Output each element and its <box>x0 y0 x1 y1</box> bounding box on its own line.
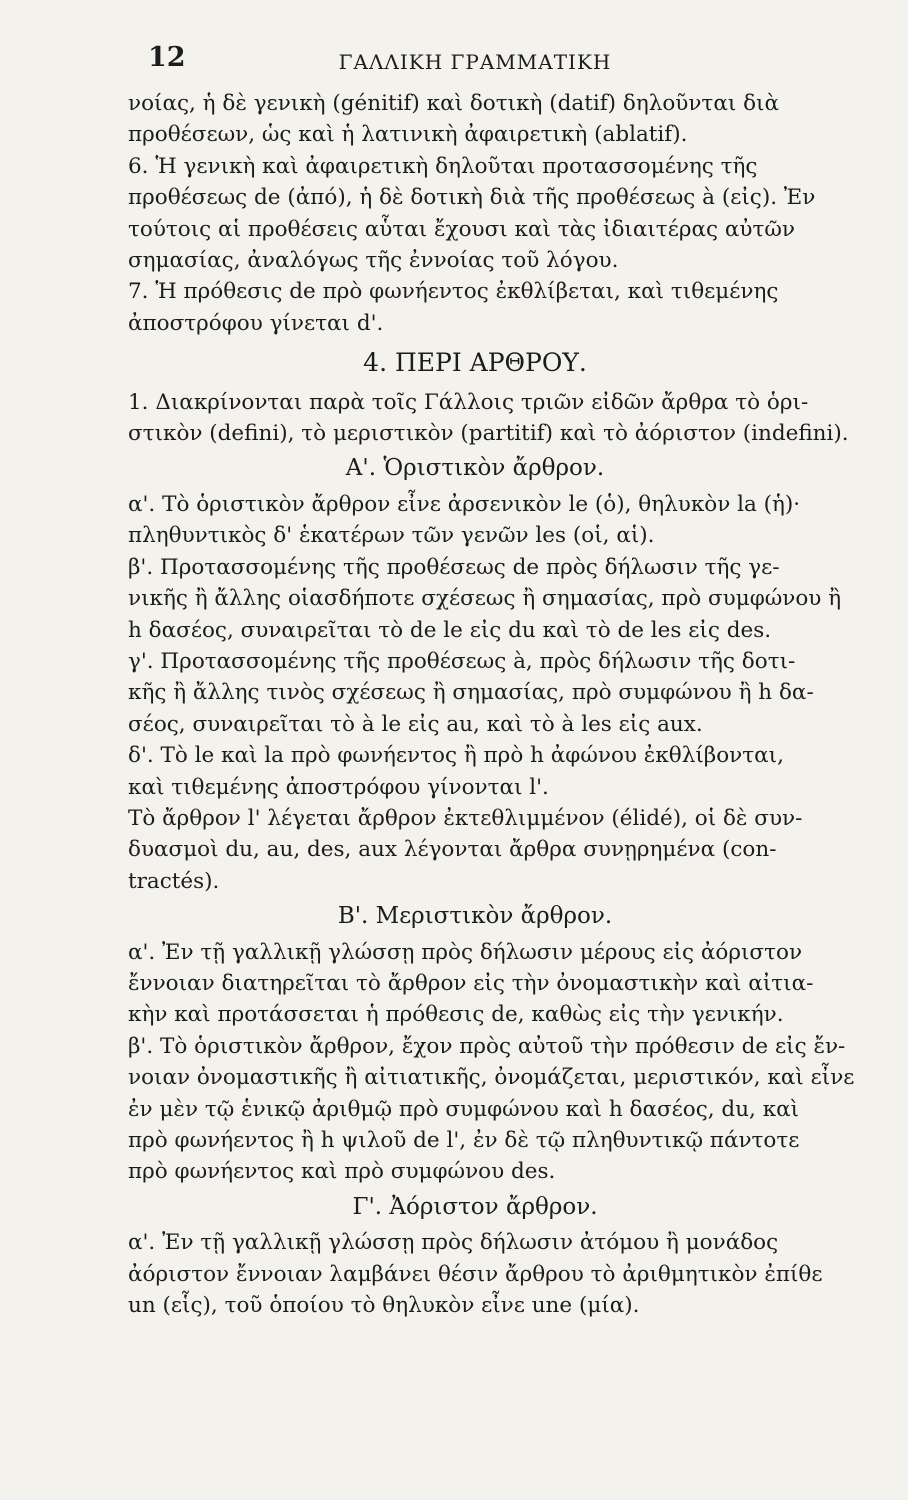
text-line: κὴν καὶ προτάσσεται ἡ πρόθεσις de, καθὼς εἰς τὴν γενικήν. <box>128 1002 784 1028</box>
text-line: 7. Ἡ πρόθεσις de πρὸ φωνήεντος ἐκθλίβεται, καὶ τιθεμένης <box>128 279 779 305</box>
text-line: δυασμοὶ du, au, des, aux λέγονται ἄρθρα συνῃρημένα (con- <box>128 837 777 863</box>
subsection-heading-b: Β'. Μεριστικὸν ἄρθρον. <box>337 903 613 930</box>
text-line: β'. Προτασσομένης τῆς προθέσεως de πρὸς δήλωσιν τῆς γε- <box>128 554 780 580</box>
text-line: σέος, συναιρεῖται τὸ à le εἰς au, καὶ τὸ à les εἰς aux. <box>128 711 703 737</box>
text-line: ἀποστρόφου γίνεται d'. <box>128 310 384 336</box>
text-line: πρὸ φωνήεντος ἢ h ψιλοῦ de l', ἐν δὲ τῷ πληθυντικῷ πάντοτε <box>128 1128 800 1153</box>
text-line: νικῆς ἢ ἄλλης οἱασδήποτε σχέσεως ἢ σημασίας, πρὸ συμφώνου ἢ <box>128 586 842 612</box>
page-number: 12 <box>148 42 186 73</box>
running-title: ΓΑΛΛΙΚΗ ΓΡΑΜΜΑΤΙΚΗ <box>338 50 612 74</box>
text-line: 6. Ἡ γενικὴ καὶ ἀφαιρετικὴ δηλοῦται προτασσομένης τῆς <box>128 153 758 179</box>
text-line: 1. Διακρίνονται παρὰ τοῖς Γάλλοις τριῶν εἰδῶν ἄρθρα τὸ ὁρι- <box>128 389 809 415</box>
text-line: un (εἷς), τοῦ ὁποίου τὸ θηλυκὸν εἶνε une (μία). <box>128 1293 640 1319</box>
text-line: καὶ τιθεμένης ἀποστρόφου γίνονται l'. <box>128 774 549 800</box>
page-header <box>128 42 822 88</box>
paragraph-block-2 <box>128 387 849 450</box>
text-line: κῆς ἢ ἄλλης τινὸς σχέσεως ἢ σημασίας, πρὸ συμφώνου ἢ h δα- <box>128 680 814 706</box>
text-line: h δασέος, συναιρεῖται τὸ de le εἰς du καὶ τὸ de les εἰς des. <box>128 617 772 643</box>
paragraph-block-5 <box>128 1227 822 1321</box>
text-line: πρὸ φωνήεντος καὶ πρὸ συμφώνου des. <box>128 1159 556 1185</box>
text-line: tractés). <box>128 868 220 894</box>
text-line: πληθυντικὸς δ' ἑκατέρων τῶν γενῶν les (οἱ, αἱ). <box>128 523 655 549</box>
text-line: τούτοις αἱ προθέσεις αὗται ἔχουσι καὶ τὰς ἰδιαιτέρας αὐτῶν <box>128 216 795 242</box>
text-line: α'. Ἐν τῇ γαλλικῇ γλώσσῃ πρὸς δήλωσιν ἀτόμου ἢ μονάδος <box>128 1230 779 1256</box>
subsection-heading-c: Γ'. Ἀόριστον ἄρθρον. <box>352 1193 598 1220</box>
body-text <box>128 88 855 1321</box>
paragraph-block-4 <box>128 937 855 1188</box>
section-heading: 4. ΠΕΡΙ ΑΡΘΡΟΥ. <box>363 348 587 378</box>
text-line: στικὸν (defini), τὸ μεριστικὸν (partitif) καὶ τὸ ἀόριστον (indefini). <box>128 421 849 447</box>
text-line: προθέσεως de (ἀπό), ἡ δὲ δοτικὴ διὰ τῆς προθέσεως à (εἰς). Ἐν <box>128 185 816 211</box>
text-line: α'. Τὸ ὁριστικὸν ἄρθρον εἶνε ἀρσενικὸν le (ὁ), θηλυκὸν la (ἡ)· <box>128 491 801 517</box>
text-line: γ'. Προτασσομένης τῆς προθέσεως à, πρὸς δήλωσιν τῆς δοτι- <box>128 648 796 674</box>
text-line: ἐν μὲν τῷ ἑνικῷ ἀριθμῷ πρὸ συμφώνου καὶ h δασέος, du, καὶ <box>128 1096 800 1122</box>
subsection-heading-a: Α'. Ὁριστικὸν ἄρθρον. <box>345 455 605 482</box>
paragraph-block-3 <box>128 489 842 897</box>
text-line: προθέσεων, ὡς καὶ ἡ λατινικὴ ἀφαιρετικὴ (ablatif). <box>128 122 688 148</box>
text-line: Τὸ ἄρθρον l' λέγεται ἄρθρον ἐκτεθλιμμένον (élidé), οἱ δὲ συν- <box>128 805 803 831</box>
text-line: ἀόριστον ἔννοιαν λαμβάνει θέσιν ἄρθρου τὸ ἀριθμητικὸν ἐπίθε <box>128 1261 823 1287</box>
text-line: α'. Ἐν τῇ γαλλικῇ γλώσσῃ πρὸς δήλωσιν μέρους εἰς ἀόριστον <box>128 939 803 965</box>
text-line: β'. Τὸ ὁριστικὸν ἄρθρον, ἔχον πρὸς αὐτοῦ τὴν πρόθεσιν de εἰς ἔν- <box>128 1033 846 1059</box>
text-line: νοιαν ὀνομαστικῆς ἢ αἰτιατικῆς, ὀνομάζεται, μεριστικόν, καὶ εἶνε <box>128 1065 855 1091</box>
text-line: νοίας, ἡ δὲ γενικὴ (génitif) καὶ δοτικὴ (datif) δηλοῦνται διὰ <box>128 91 779 116</box>
text-line: ἔννοιαν διατηρεῖται τὸ ἄρθρον εἰς τὴν ὀνομαστικὴν καὶ αἰτια- <box>128 970 814 996</box>
text-line: σημασίας, ἀναλόγως τῆς ἐννοίας τοῦ λόγου. <box>128 248 619 274</box>
paragraph-block-1 <box>128 88 822 339</box>
text-line: δ'. Τὸ le καὶ la πρὸ φωνήεντος ἢ πρὸ h ἀφώνου ἐκθλίβονται, <box>128 743 784 769</box>
